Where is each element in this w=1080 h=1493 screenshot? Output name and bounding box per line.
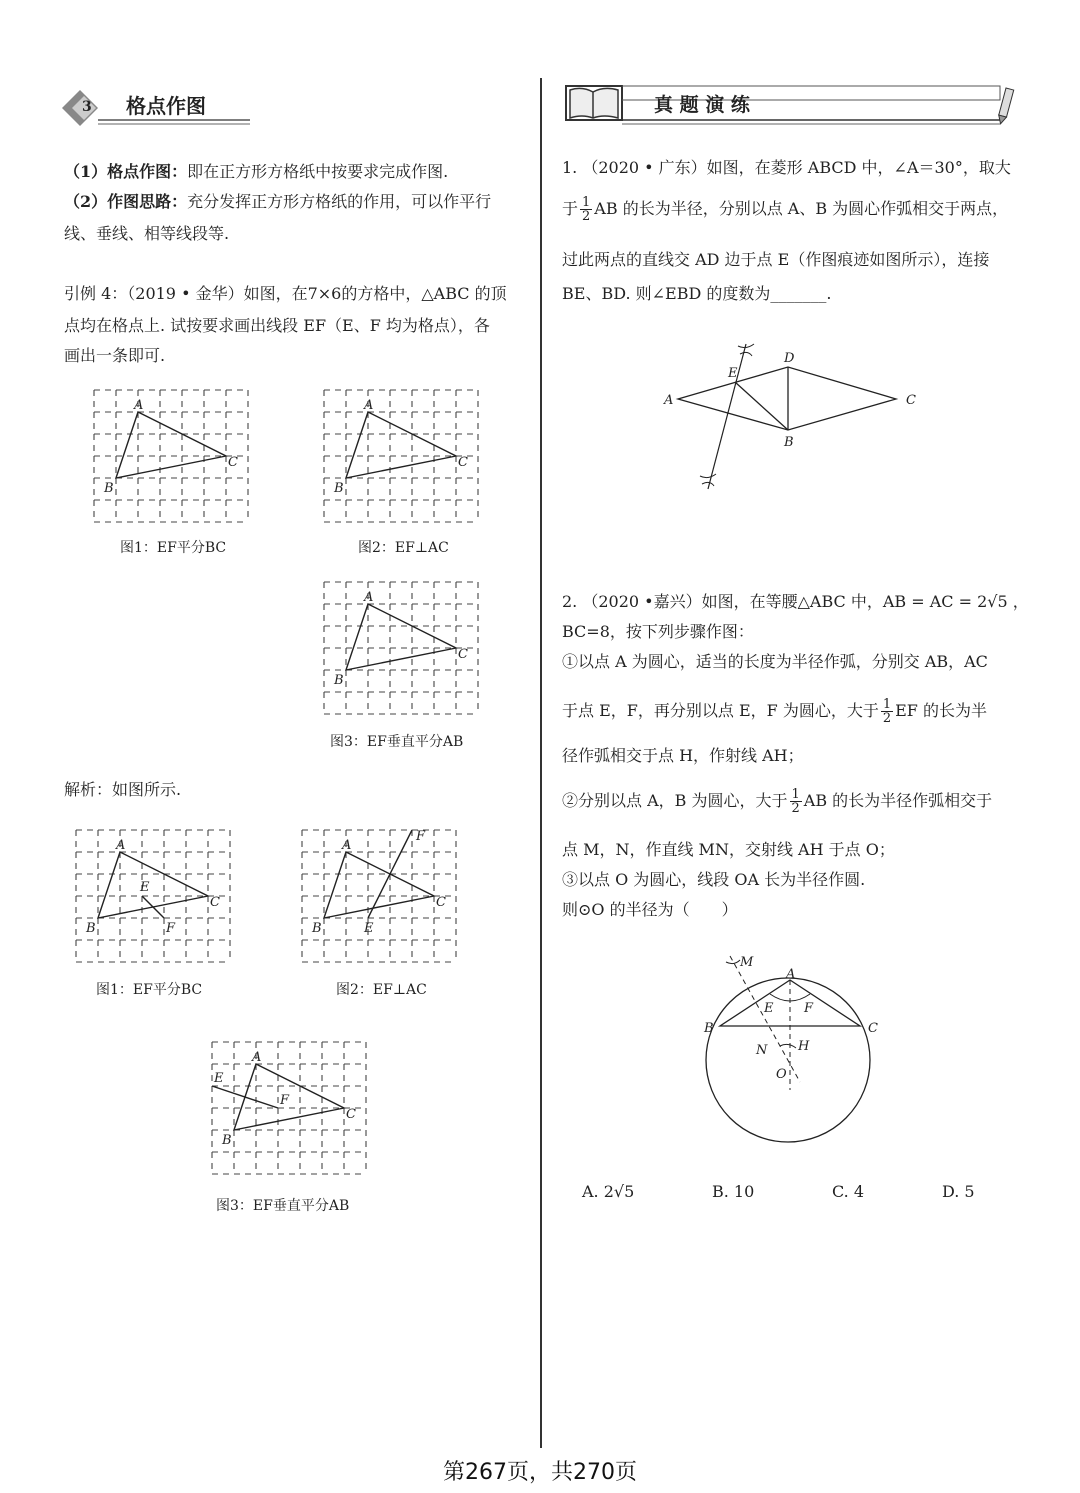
q2-line-1: 2. （2020 •嘉兴）如图，在等腰△ABC 中，AB = AC = 2√5 ，: [562, 592, 1029, 611]
label-E: E: [140, 880, 150, 895]
fraction-den: 2: [882, 711, 892, 726]
fraction-num: 1: [791, 787, 800, 802]
rhombus-figure: [660, 334, 920, 504]
q1-line-4: BE、BD. 则∠EBD 的度数为_______.: [562, 284, 832, 303]
label-E: E: [764, 1001, 774, 1016]
label-A: A: [364, 590, 374, 605]
point2-text-l2: 线、垂线、相等线段等.: [64, 224, 230, 243]
label-A: A: [664, 393, 674, 408]
option-c: C. 4: [832, 1182, 865, 1201]
grid-figure-1: [90, 386, 252, 530]
label-M: M: [740, 955, 754, 970]
point2-label: （2）作图思路：: [64, 192, 188, 211]
label-H: H: [798, 1039, 810, 1054]
label-A: A: [342, 838, 352, 853]
label-F: F: [280, 1093, 290, 1108]
label-C: C: [228, 455, 238, 470]
pencil-icon: [997, 88, 1014, 125]
fraction-half: [580, 196, 592, 223]
label-B: B: [312, 921, 322, 936]
label-B: B: [104, 481, 114, 496]
option-a: A. 2√5: [582, 1182, 635, 1201]
label-C: C: [458, 647, 468, 662]
label-B: B: [86, 921, 96, 936]
segment-ef: [142, 896, 164, 918]
q2-line-2: BC=8，按下列步骤作图：: [562, 622, 754, 641]
triangle-abc: [116, 412, 226, 478]
q1-line-3: 过此两点的直线交 AD 边于点 E（作图痕迹如图所示），连接: [562, 250, 990, 269]
fraction-half: [881, 698, 893, 725]
analysis: 解析：如图所示.: [64, 780, 182, 799]
example-line-2: 点均在格点上. 试按要求画出线段 EF（E、F 均为格点），各: [64, 316, 490, 335]
label-E: E: [364, 921, 374, 936]
solution-figure-1: [72, 826, 234, 970]
section-number: 3: [82, 99, 92, 115]
grid-figure-3: [320, 578, 482, 722]
q2-line-8: ③以点 O 为圆心，线段 OA 长为半径作圆.: [562, 870, 866, 889]
figure-2-caption: 图2：EF⊥AC: [358, 540, 449, 556]
q2-line-9: 则⊙O 的半径为（ ）: [562, 900, 738, 919]
section-title: 格点作图: [126, 94, 206, 118]
solution-1-caption: 图1：EF平分BC: [96, 982, 203, 998]
practice-header-title: 真 题 演 练: [654, 94, 750, 116]
triangle-abc: [346, 412, 456, 478]
q2-line-3: ①以点 A 为圆心，适当的长度为半径作弧，分别交 AB，AC: [562, 652, 988, 671]
label-F: F: [166, 921, 176, 936]
point2-text-l1: 充分发挥正方形方格纸的作用，可以作平行: [187, 192, 492, 211]
label-C: C: [868, 1021, 878, 1036]
fraction-num: 1: [882, 697, 892, 712]
label-C: C: [906, 393, 916, 408]
q2-line-6: [562, 788, 992, 815]
option-d: D. 5: [942, 1182, 975, 1201]
figure-1-caption: 图1：EF平分BC: [120, 540, 227, 556]
label-F: F: [804, 1001, 814, 1016]
option-b: B. 10: [712, 1182, 755, 1201]
page-footer: 第267页，共270页: [443, 1460, 637, 1485]
label-C: C: [458, 455, 468, 470]
fraction-num: 1: [582, 195, 591, 210]
label-A: A: [786, 967, 796, 982]
fraction-den: 2: [791, 801, 800, 816]
label-C: C: [436, 895, 446, 910]
label-C: C: [346, 1107, 356, 1122]
triangle-abc: [324, 852, 434, 918]
triangle-abc: [98, 852, 208, 918]
fraction-half: [790, 788, 802, 815]
triangle-abc: [346, 604, 456, 670]
point2: [64, 192, 491, 211]
practice-header-graphic: [560, 80, 1030, 130]
label-A: A: [116, 838, 126, 853]
label-B: B: [222, 1133, 232, 1148]
solution-figure-3: [208, 1038, 370, 1182]
q2-l6-prefix: ②分别以点 A，B 为圆心，大于: [562, 791, 788, 810]
label-A: A: [364, 398, 374, 413]
q2-l4-prefix: 于点 E，F，再分别以点 E，F 为圆心，大于: [562, 701, 879, 720]
figure-3-caption: 图3：EF垂直平分AB: [330, 734, 464, 750]
label-E: E: [728, 366, 738, 381]
example-line-1: 引例 4：（2019 • 金华）如图，在7×6的方格中，△ABC 的顶: [64, 284, 507, 303]
label-B: B: [334, 481, 344, 496]
label-A: A: [134, 398, 144, 413]
segment-ef: [212, 1086, 278, 1108]
label-E: E: [214, 1071, 224, 1086]
label-F: F: [416, 829, 426, 844]
grid-figure-2: [320, 386, 482, 530]
q1-line-2: [562, 196, 1008, 223]
q1-post: AB 的长为半径，分别以点 A、B 为圆心作弧相交于两点，: [594, 199, 1009, 218]
example-line-3: 画出一条即可.: [64, 346, 166, 365]
label-B: B: [784, 435, 794, 450]
q2-line-5: 径作弧相交于点 H，作射线 AH；: [562, 746, 804, 765]
q2-line-7: 点 M，N，作直线 MN，交射线 AH 于点 O；: [562, 840, 895, 859]
q2-line-4: [562, 698, 987, 725]
point1: [64, 162, 448, 181]
q1-line-1: 1. （2020 • 广东）如图，在菱形 ABCD 中，∠A＝30°，取大: [562, 158, 1011, 177]
label-O: O: [776, 1067, 787, 1082]
q2-l6-post: AB 的长为半径作弧相交于: [803, 791, 993, 810]
q1-prefix: 于: [562, 199, 579, 218]
label-B: B: [334, 673, 344, 688]
point1-label: （1）格点作图：: [64, 162, 188, 181]
fraction-den: 2: [582, 209, 591, 224]
column-divider: [540, 78, 542, 1448]
q2-l4-post: EF 的长为半: [895, 701, 987, 720]
label-C: C: [210, 895, 220, 910]
point1-text: 即在正方形方格纸中按要求完成作图.: [187, 162, 449, 181]
solution-3-caption: 图3：EF垂直平分AB: [216, 1198, 350, 1214]
solution-2-caption: 图2：EF⊥AC: [336, 982, 427, 998]
circle-figure: [700, 950, 900, 1160]
solution-figure-2: [298, 826, 460, 970]
label-N: N: [756, 1043, 768, 1058]
label-B: B: [704, 1021, 714, 1036]
label-D: D: [784, 351, 795, 366]
label-A: A: [252, 1050, 262, 1065]
